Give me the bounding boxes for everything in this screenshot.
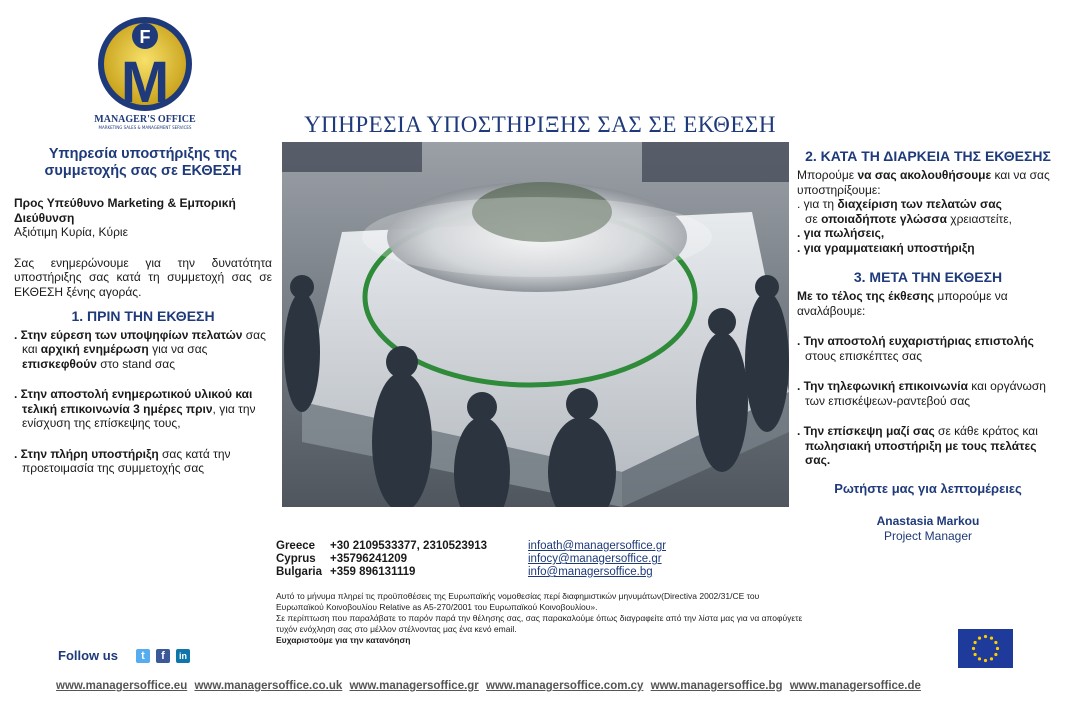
eu-star: [978, 637, 981, 640]
contact-row-bulgaria: Bulgaria +359 896131119 info@managersoffice.bg: [276, 566, 653, 578]
exhibition-photo: [282, 142, 789, 507]
legal-disclaimer: Αυτό το μήνυμα πληρεί τις προϋποθέσεις της Ευρωπαϊκής νομοθεσίας περί διαφημιστικών μηνυμάτων(Directiva 2002/31/CE του Ευρωπαϊκού Κοινοβουλίου Relative as A5-270/2001 του Ευρωπαϊκού Κοινοβουλίου». Σε περίπτωση που παραλάβατε το παρόν παρά την θέλησης σας, σας παρακαλούμε όπως διαγραφείτε από την λίστα μας για να αποφύγετε τυχόν ενόχληση σας στο μέλλον στέλνοντας μας ένα κενό email. Ευχαριστούμε για την κατανόηση: [276, 591, 803, 645]
footer-link-eu[interactable]: www.managersoffice.eu: [56, 680, 188, 692]
intro-paragraph: Σας ενημερώνουμε για την δυνατότητα υποστήριξης σας κατά τη συμμετοχή σας σε ΕΚΘΕΣΗ ξένης αγοράς.: [14, 255, 272, 299]
after-bullet-3: . Την επίσκεψη μαζί σας σε κάθε κράτος και πωλησιακή υποστήριξη με τους πελάτες σας.: [797, 424, 1038, 467]
signature-name: Anastasia Markou: [876, 514, 980, 528]
during-bullet-3: . για γραμματειακή υποστήριξη: [797, 240, 975, 255]
left-heading: Υπηρεσία υποστήριξης της συμμετοχής σας σε ΕΚΘΕΣΗ: [44, 146, 242, 179]
details-prompt: Ρωτήστε μας για λεπτομέρειες: [834, 480, 1022, 496]
signature-block: [797, 514, 1059, 543]
eu-flag-icon: [958, 629, 1013, 668]
email-link-cyprus[interactable]: infocy@managersoffice.gr: [528, 553, 662, 565]
footer-link-bg[interactable]: www.managersoffice.bg: [650, 680, 783, 692]
follow-us-label: Follow us: [58, 648, 118, 663]
before-bullet-3: . Στην πλήρη υποστήριξη σας κατά την προετοιμασία της συμμετοχής σας: [14, 446, 231, 475]
before-bullet-1: . Στην εύρεση των υποψηφίων πελατών σας και αρχική ενημέρωση για να σας επισκεφθούν στο stand σας: [14, 327, 266, 371]
page-title: ΥΠΗΡΕΣΙΑ ΥΠΟΣΤΗΡΙΞΗΣ ΣΑΣ ΣΕ ΕΚΘΕΣΗ: [304, 112, 776, 137]
eu-star: [978, 657, 981, 660]
eu-star: [984, 659, 987, 662]
eu-star: [974, 653, 977, 656]
section3-intro: Με το τέλος της έκθεσης μπορούμε να αναλάβουμε:: [797, 289, 1008, 318]
after-bullet-1: . Την αποστολή ευχαριστήριας επιστολής στους επισκέπτες σας: [797, 334, 1034, 363]
eu-star: [994, 653, 997, 656]
twitter-icon[interactable]: t: [136, 649, 150, 663]
company-logo: [80, 14, 210, 132]
logo-tagline: MARKETING SALES & MANAGEMENT SERVICES: [98, 125, 192, 130]
linkedin-icon[interactable]: in: [176, 649, 190, 663]
footer-link-couk[interactable]: www.managersoffice.co.uk: [194, 680, 343, 692]
footer-link-gr[interactable]: www.managersoffice.gr: [349, 680, 479, 692]
section2-intro: Μπορούμε να σας ακολουθήσουμε και να σας υποστηρίξουμε:: [797, 168, 1050, 197]
eu-star: [990, 637, 993, 640]
before-bullet-2: . Στην αποστολή ενημερωτικού υλικού και τελική επικοινωνία 3 ημέρες πριν, για την ενίσχυση της επίσκεψης τους,: [14, 387, 256, 430]
section2-title: 2. ΚΑΤΑ ΤΗ ΔΙΑΡΚΕΙΑ ΤΗΣ ΕΚΘΕΣΗΣ: [805, 148, 1051, 164]
during-bullet-2: . για πωλήσεις,: [797, 226, 885, 240]
after-bullet-2: . Την τηλεφωνική επικοινωνία και οργάνωση των επισκέψεων-ραντεβού σας: [797, 379, 1046, 408]
eu-star: [974, 641, 977, 644]
email-link-bulgaria[interactable]: info@managersoffice.bg: [528, 566, 653, 578]
during-bullet-1: . για τη διαχείριση των πελατών σας σε οποιαδήποτε γλώσσα χρειαστείτε,: [797, 197, 1012, 226]
section1-title: 1. ΠΡΙΝ ΤΗΝ ΕΚΘΕΣΗ: [71, 308, 215, 324]
greeting-line: Αξιότιμη Κυρία, Κύριε: [14, 225, 128, 239]
logo-letter-f: F: [139, 27, 151, 47]
footer-link-comcy[interactable]: www.managersoffice.com.cy: [486, 680, 644, 692]
right-column: [797, 146, 1059, 543]
footer-links: [56, 680, 925, 692]
eu-star: [984, 635, 987, 638]
contact-row-greece: Greece +30 2109533377, 2310523913 infoath@managersoffice.gr: [276, 540, 667, 552]
recipient-line: Προς Υπεύθυνο Marketing & Εμπορική Διεύθυνση: [14, 196, 236, 225]
follow-us: [58, 648, 190, 663]
logo-brand-name: MANAGER'S OFFICE: [94, 114, 196, 125]
footer-link-de[interactable]: www.managersoffice.de: [789, 680, 921, 692]
eu-star: [994, 641, 997, 644]
eu-star: [996, 647, 999, 650]
eu-star: [990, 657, 993, 660]
email-link-greece[interactable]: infoath@managersoffice.gr: [528, 540, 667, 552]
eu-star: [972, 647, 975, 650]
section3-title: 3. ΜΕΤΑ ΤΗΝ ΕΚΘΕΣΗ: [853, 269, 1003, 285]
contact-row-cyprus: Cyprus +35796241209 infocy@managersoffice.gr: [276, 553, 662, 565]
left-column: [14, 146, 272, 492]
logo-emblem-icon: [80, 14, 210, 114]
contacts-block: [276, 540, 666, 579]
logo-letter-m: M: [120, 50, 170, 114]
facebook-icon[interactable]: f: [156, 649, 170, 663]
signature-role: Project Manager: [883, 528, 973, 543]
